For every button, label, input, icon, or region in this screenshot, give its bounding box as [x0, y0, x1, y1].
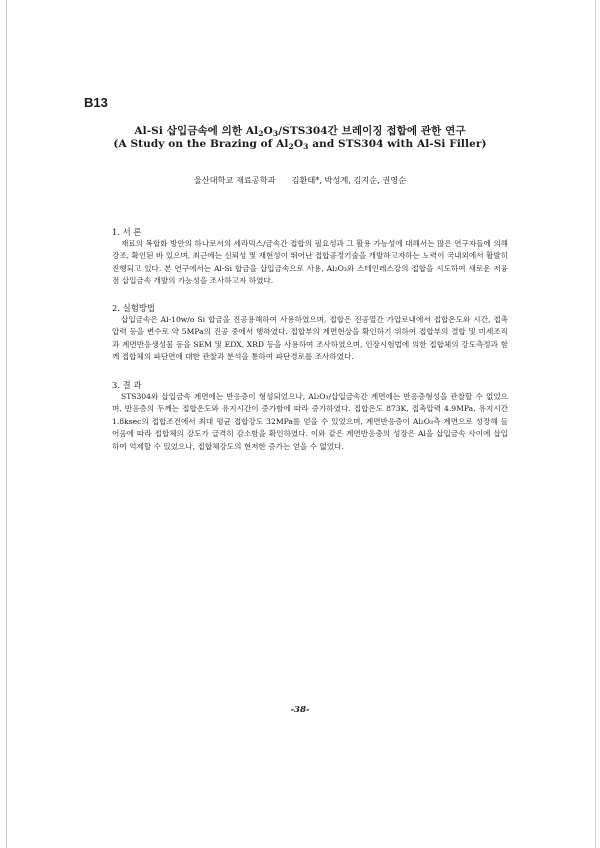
section-body: STS304와 삽입금속 계면에는 반응층이 형성되었으나, Al₂O₃/삽입금속간 계면에는 반응층형성을 관찰할 수 없었으며, 반응층의 두께는 접합온도와 유지시간이 증가함에 따라 증가하였다. 접합온도 873K, 접촉압력 4.9MPa, 유지시간 1.8ksec의 접합조건에서 최대 평균 접합강도 32MPa를 얻을 수 있었으며, 계면반응층이 Al₂O₃측 계면으로 성장해 들어옴에 따라 접합체의 강도가 급격히 감소함을 확인하였다. 이와 같은 계면반응층의 성장은 Al을 삽입금속 사이에 삽입하여 억제할 수 있었으나, 접합체강도의 현저한 증가는 얻을 수 없었다.	[112, 392, 508, 451]
section-body: 재료의 복합화 방안의 하나로서의 세라믹스/금속간 접합의 필요성과 그 활용 가능성에 대해서는 많은 연구자들에 의해 강조, 확인된 바 있으며, 최근에는 신뢰성 및 재현성이 뛰어난 접합공정기술을 개발하고자하는 노력이 국내외에서 활발히 진행되고 있다. 본 연구에서는 Al-Si 합금을 삽입금속으로 사용, Al₂O₃와 스테인레스강의 접합을 시도하여 새로운 저융점 삽입금속 개발의 가능성을 조사하고자 하였다.	[112, 239, 508, 286]
title-en-sub3: 3	[303, 141, 309, 151]
section-methods	[112, 302, 508, 364]
scan-edge-right	[595, 0, 596, 848]
affiliation: 울산대학교 재료공학과	[193, 175, 276, 185]
page-number: -38-	[290, 705, 310, 715]
title-en-sub2: 2	[288, 141, 294, 151]
title-ko-sub3: 3	[272, 128, 279, 138]
section-results	[112, 379, 508, 453]
title-ko-part2: O	[263, 125, 273, 137]
section-heading: 1. 서 론	[112, 227, 142, 237]
title-ko-sub2: 2	[258, 128, 264, 138]
author-line	[60, 175, 540, 186]
section-body: 삽입금속은 Al-10w/o Si 합금을 진공용해하여 사용하였으며, 접합은 진공열간 가압로내에서 접합온도와 시간, 접촉압력 등을 변수로 약 5MPa의 진공 중에서 행하였다. 접합부의 계면현상을 확인하기 위하여 접합부의 결합 및 미세조직과 계면반응생성물 등을 SEM 및 EDX, XRD 등을 사용하여 조사하였으며, 인장시험법에 의한 접합체의 강도측정과 함께 접합체의 파단면에 대한 관찰과 분석을 통하여 파단경로를 조사하였다.	[112, 315, 508, 362]
title-en-part3: and STS304 with Al-Si Filler)	[308, 138, 487, 150]
section-heading: 2. 실험방법	[112, 303, 156, 313]
title-en-part2: O	[293, 138, 304, 150]
title-en-part1: (A Study on the Brazing of Al	[113, 138, 289, 150]
title-korean	[60, 123, 540, 138]
title-ko-part1: Al-Si 삽입금속에 의한 Al	[134, 125, 259, 137]
scan-edge-left	[6, 0, 7, 848]
author-names: 김환태*, 박성계, 김지순, 권영순	[291, 175, 407, 185]
title-english	[60, 138, 540, 150]
abstract-code: B13	[84, 95, 108, 110]
section-heading: 3. 결 과	[112, 380, 142, 390]
section-introduction	[112, 226, 508, 288]
title-ko-part3: /STS304간 브레이징 접합에 관한 연구	[278, 125, 466, 137]
